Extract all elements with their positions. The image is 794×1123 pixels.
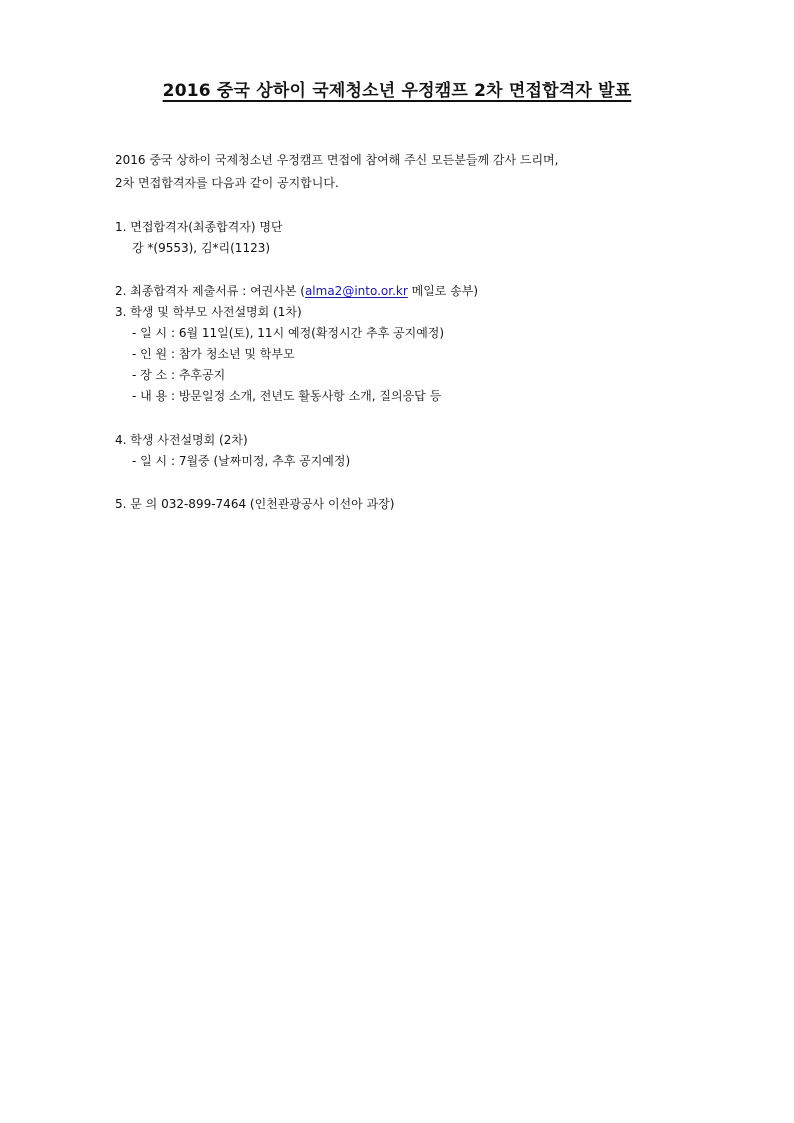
section-3-item-venue: - 장 소 : 추후공지 — [132, 368, 226, 382]
section-2-suffix: 메일로 송부) — [407, 284, 479, 298]
section-1-heading: 1. 면접합격자(최종합격자) 명단 — [115, 220, 283, 234]
intro-line-1: 2016 중국 상하이 국제청소년 우정캠프 면접에 참여해 주신 모든분들께 감사 드리며, — [115, 153, 559, 167]
section-4-heading: 4. 학생 사전설명회 (2차) — [115, 433, 248, 447]
section-3-item-content: - 내 용 : 방문일정 소개, 전년도 활동사항 소개, 질의응답 등 — [132, 389, 442, 403]
section-3-heading: 3. 학생 및 학부모 사전설명회 (1차) — [115, 305, 302, 319]
section-2-line — [115, 283, 478, 299]
section-3-item-attendees: - 인 원 : 참가 청소년 및 학부모 — [132, 347, 295, 361]
email-link[interactable]: alma2@into.or.kr — [304, 284, 408, 298]
section-5-contact: 5. 문 의 032-899-7464 (인천관광공사 이선아 과장) — [115, 497, 395, 511]
section-1-names: 강 *(9553), 김*리(1123) — [132, 241, 271, 255]
section-3-item-schedule: - 일 시 : 6월 11일(토), 11시 예정(확정시간 추후 공지예정) — [132, 326, 445, 340]
page-title — [0, 76, 794, 101]
section-2-prefix: 2. 최종합격자 제출서류 : 여권사본 ( — [115, 284, 305, 298]
section-4-item-schedule: - 일 시 : 7월중 (날짜미정, 추후 공지예정) — [132, 454, 351, 468]
intro-line-2: 2차 면접합격자를 다음과 같이 공지합니다. — [115, 176, 339, 190]
page-title-text: 2016 중국 상하이 국제청소년 우정캠프 2차 면접합격자 발표 — [162, 81, 632, 101]
